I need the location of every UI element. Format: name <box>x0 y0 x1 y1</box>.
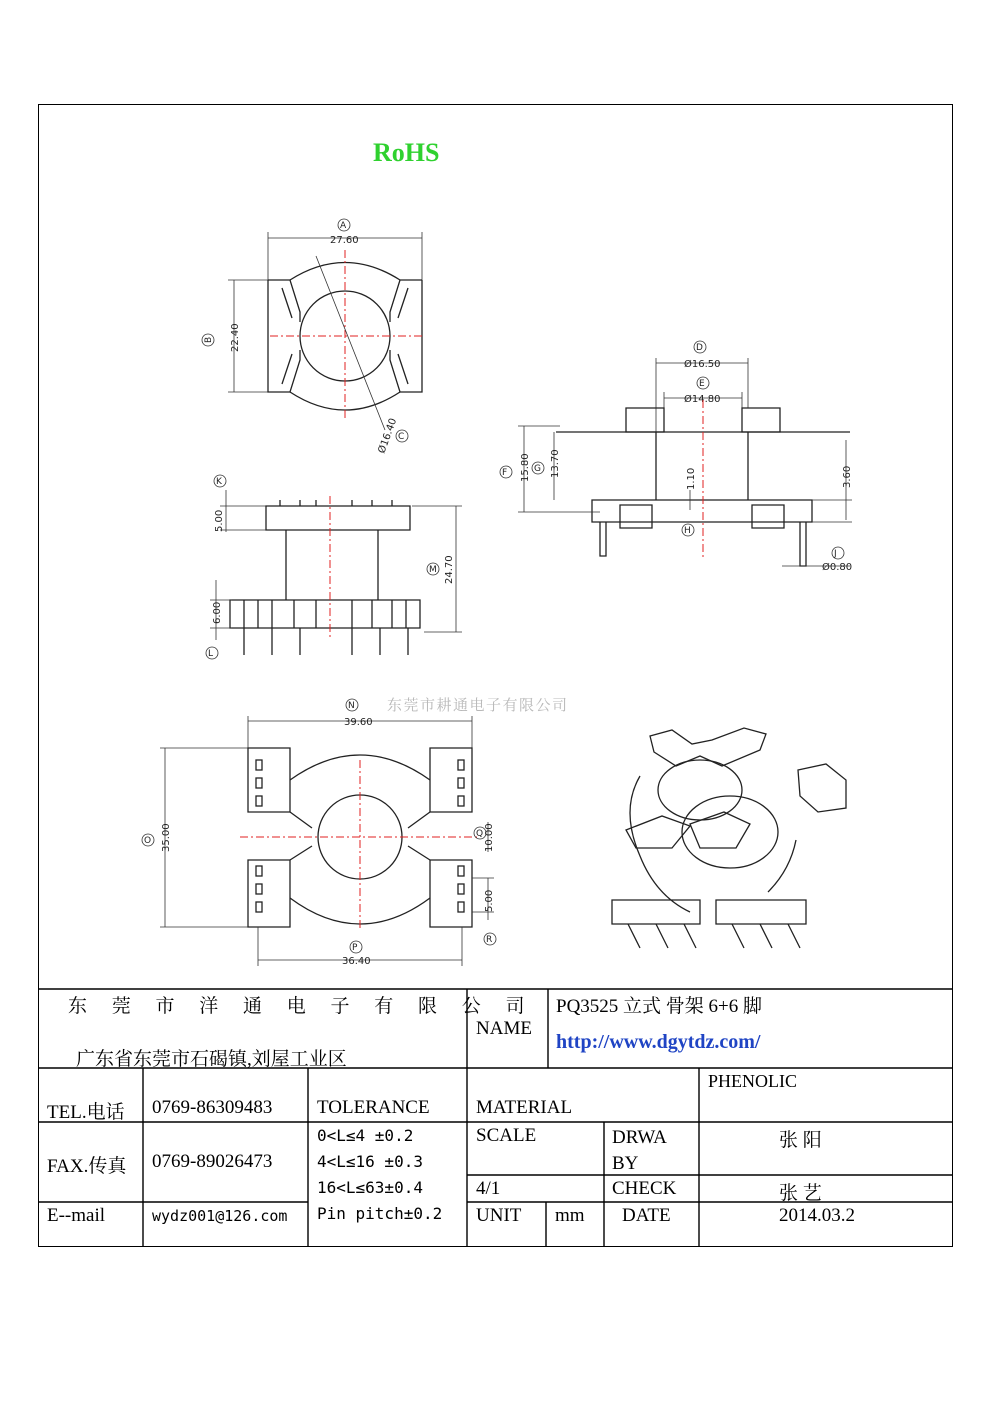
dim-b-value: 22.40 <box>230 323 241 352</box>
dim-o-value: 35.00 <box>161 823 172 852</box>
scale-label: SCALE <box>476 1125 537 1146</box>
email-value: wydz001@126.com <box>152 1207 288 1225</box>
tolerance-label: TOLERANCE <box>317 1097 430 1118</box>
company-address: 广东省东莞市石碣镇,刘屋工业区 <box>76 1049 347 1070</box>
callout-r-letter: R <box>486 935 493 945</box>
fax-value: 0769-89026473 <box>152 1151 273 1172</box>
part-name: PQ3525 立式 骨架 6+6 脚 <box>556 996 763 1017</box>
tolerance-line-4: Pin pitch±0.2 <box>317 1204 443 1223</box>
callout-p-letter: P <box>352 943 358 953</box>
callout-j-letter: J <box>834 549 837 559</box>
material-value: PHENOLIC <box>708 1071 797 1091</box>
tel-value: 0769-86309483 <box>152 1097 273 1118</box>
scale-value: 4/1 <box>476 1178 501 1199</box>
callout-n-letter: N <box>348 701 355 711</box>
dim-r-value: 5.00 <box>484 889 495 912</box>
tolerance-line-3: 16<L≤63±0.4 <box>317 1178 423 1197</box>
company-name: 东 莞 市 洋 通 电 子 有 限 公 司 <box>68 996 535 1017</box>
dim-e-value: Ø14.80 <box>684 394 721 405</box>
drawn-by-label: DRWA BY <box>612 1127 666 1174</box>
dim-k-value: 5.00 <box>214 509 225 532</box>
callout-m-letter: M <box>429 565 437 575</box>
callout-c-letter: C <box>398 432 405 442</box>
material-label: MATERIAL <box>476 1097 573 1118</box>
dim-d-value: Ø16.50 <box>684 359 721 370</box>
dim-i-value: 3.60 <box>842 465 853 488</box>
callout-a-letter: A <box>340 221 347 231</box>
fax-label: FAX.传真 <box>47 1156 127 1177</box>
callout-f-letter: F <box>502 468 508 478</box>
dim-m-value: 24.70 <box>444 555 455 584</box>
callout-q-letter: Q <box>476 829 484 839</box>
name-label: NAME <box>476 1018 532 1039</box>
dim-g-value: 13.70 <box>550 449 561 478</box>
callout-o-letter: O <box>144 836 152 846</box>
callout-d-letter: D <box>696 343 703 353</box>
tolerance-line-1: 0<L≤4 ±0.2 <box>317 1126 414 1145</box>
dim-a-value: 27.60 <box>330 235 359 246</box>
callout-e-letter: E <box>699 379 705 389</box>
dim-c-value: Ø16.40 <box>376 416 400 456</box>
isometric-view <box>612 728 846 948</box>
callout-h-letter: H <box>684 526 691 536</box>
date-value: 2014.03.2 <box>779 1205 855 1226</box>
callout-k-letter: K <box>216 477 222 487</box>
front-view <box>500 341 853 573</box>
callout-g-letter: G <box>534 464 541 474</box>
callout-b-letter: B <box>204 336 214 343</box>
tel-label: TEL.电话 <box>47 1102 125 1123</box>
dim-p-value: 36.40 <box>342 956 371 967</box>
side-view <box>206 475 462 659</box>
dim-f-value: 15.80 <box>520 453 531 482</box>
dim-n-value: 39.60 <box>344 717 373 728</box>
dim-q-value: 10.00 <box>484 823 495 852</box>
unit-label: UNIT <box>476 1205 522 1226</box>
email-label: E--mail <box>47 1205 106 1226</box>
dim-l-value: 6.00 <box>212 601 223 624</box>
tolerance-line-2: 4<L≤16 ±0.3 <box>317 1152 423 1171</box>
bottom-view <box>142 699 496 967</box>
dim-h-value: 1.10 <box>686 467 697 490</box>
drawn-by-value: 张 阳 <box>779 1130 822 1151</box>
date-label: DATE <box>622 1205 671 1226</box>
watermark-text: 东莞市耕通电子有限公司 <box>387 696 569 714</box>
check-label: CHECK <box>612 1178 677 1199</box>
website-link[interactable]: http://www.dgytdz.com/ <box>556 1031 761 1053</box>
rohs-mark: RoHS <box>373 138 440 167</box>
top-view <box>202 219 425 455</box>
check-value: 张 艺 <box>779 1183 822 1204</box>
callout-l-letter: L <box>208 649 214 659</box>
dim-j-value: Ø0.80 <box>822 562 853 573</box>
unit-value: mm <box>555 1205 585 1226</box>
